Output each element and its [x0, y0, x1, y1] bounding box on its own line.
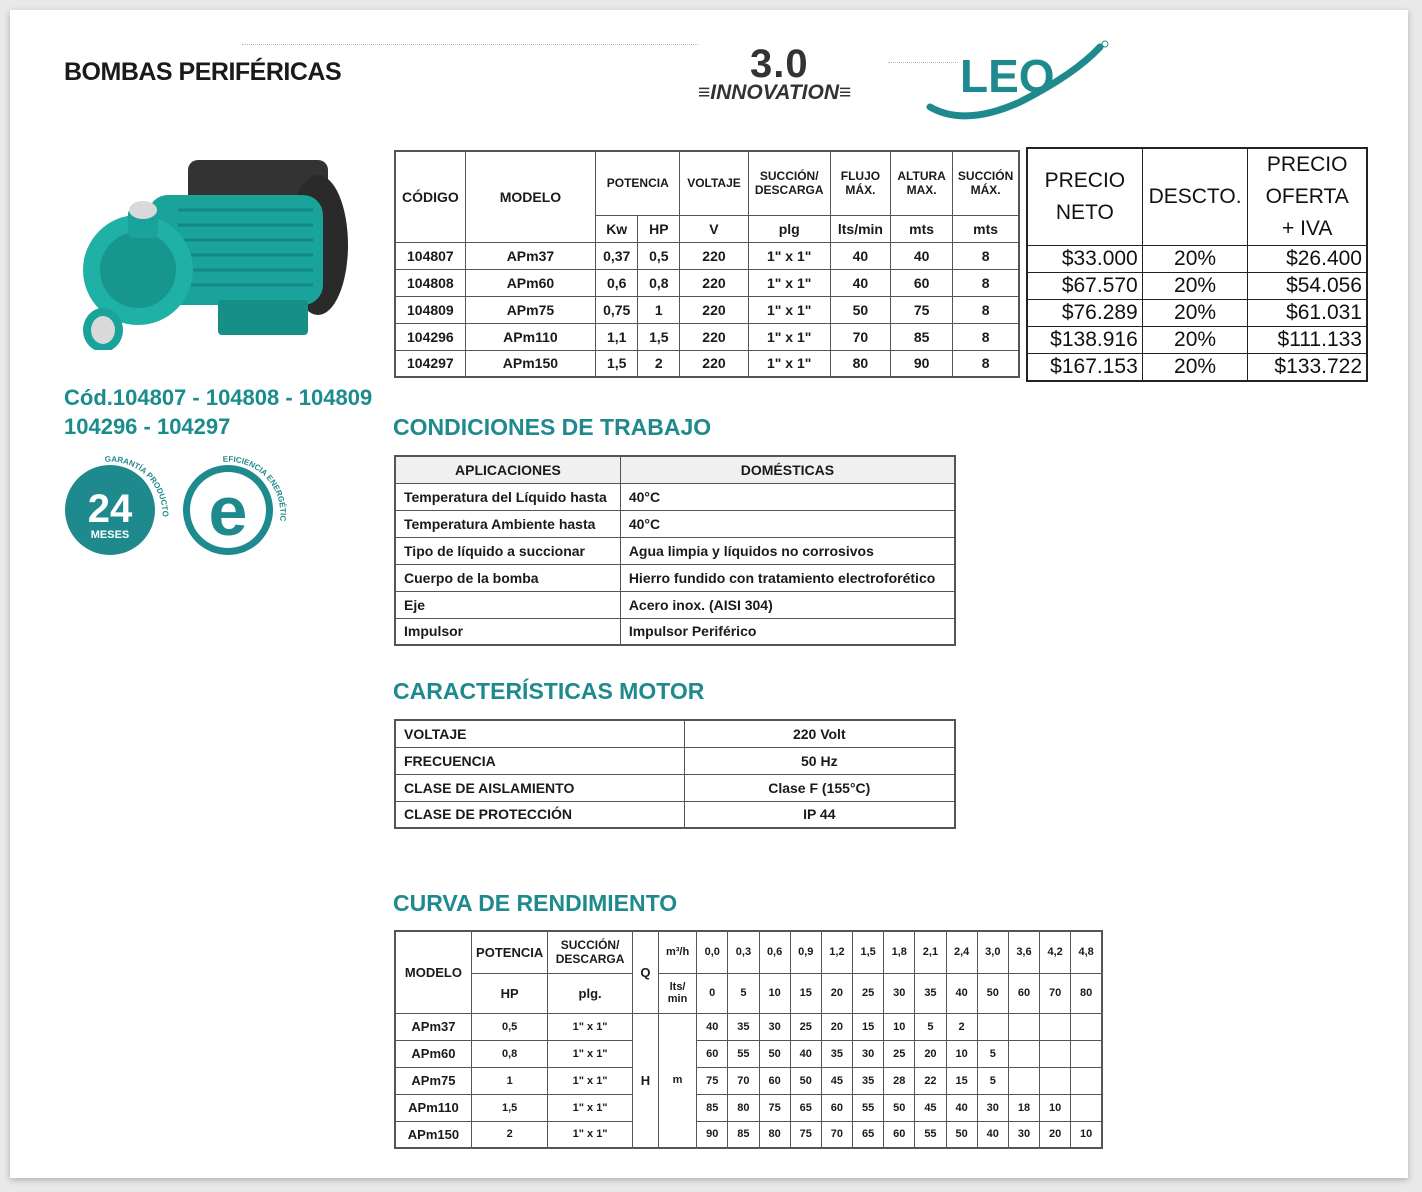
curve-value — [1008, 1013, 1039, 1040]
curve-value: 10 — [1071, 1121, 1102, 1148]
spec-cell: APm150 — [465, 350, 595, 377]
header-q: Q — [632, 931, 658, 1013]
header-modelo: MODELO — [465, 151, 595, 242]
condition-value: 40°C — [620, 510, 955, 537]
condition-label: Impulsor — [395, 618, 620, 645]
curve-value: 80 — [759, 1121, 790, 1148]
motor-label: CLASE DE PROTECCIÓN — [395, 801, 684, 828]
curve-value: 15 — [853, 1013, 884, 1040]
curve-model: APm60 — [395, 1040, 471, 1067]
curve-value: 25 — [790, 1013, 821, 1040]
curve-value: 75 — [790, 1121, 821, 1148]
header-codigo: CÓDIGO — [395, 151, 465, 242]
table-row — [395, 323, 1019, 350]
spec-cell: 85 — [891, 323, 953, 350]
spec-cell: 8 — [953, 296, 1019, 323]
table-row — [1027, 327, 1367, 354]
curve-plg: 1" x 1" — [548, 1067, 632, 1094]
spec-cell: 104297 — [395, 350, 465, 377]
price-cell: $167.153 — [1027, 354, 1142, 381]
condition-label: Temperatura Ambiente hasta — [395, 510, 620, 537]
condition-label: Eje — [395, 591, 620, 618]
price-cell: $67.570 — [1027, 273, 1142, 300]
curve-plg: 1" x 1" — [548, 1094, 632, 1121]
curve-value — [1071, 1094, 1102, 1121]
table-row — [395, 1067, 1102, 1094]
curve-value: 35 — [821, 1040, 852, 1067]
flow-m3h-cell: 1,2 — [821, 931, 852, 973]
curve-value: 50 — [759, 1040, 790, 1067]
catalog-page — [10, 10, 1408, 1178]
curve-value: 55 — [728, 1040, 759, 1067]
curve-value: 10 — [1040, 1094, 1071, 1121]
spec-cell: 8 — [953, 269, 1019, 296]
unit-cell: mts — [891, 215, 953, 242]
header-succion-descarga: SUCCIÓN/ DESCARGA — [748, 151, 830, 215]
curve-value: 35 — [728, 1013, 759, 1040]
unit-cell: plg — [748, 215, 830, 242]
curve-value — [1071, 1067, 1102, 1094]
curve-value: 50 — [884, 1094, 915, 1121]
motor-table — [394, 719, 956, 829]
table-row — [395, 483, 955, 510]
conditions-table — [394, 455, 956, 646]
curve-table — [394, 930, 1103, 1149]
motor-label: FRECUENCIA — [395, 747, 684, 774]
condition-value: Acero inox. (AISI 304) — [620, 591, 955, 618]
unit-cell: HP — [638, 215, 680, 242]
flow-lts-cell: 15 — [790, 973, 821, 1013]
header-precio-oferta: PRECIO OFERTA + IVA — [1248, 148, 1367, 246]
curve-plg: 1" x 1" — [548, 1040, 632, 1067]
price-cell: $61.031 — [1248, 300, 1367, 327]
header-precio-neto: PRECIO NETO — [1027, 148, 1142, 246]
leo-brand-logo — [925, 32, 1115, 127]
flow-lts-cell: 25 — [853, 973, 884, 1013]
table-row — [395, 350, 1019, 377]
curve-model: APm110 — [395, 1094, 471, 1121]
curve-value: 85 — [728, 1121, 759, 1148]
curve-model: APm37 — [395, 1013, 471, 1040]
spec-cell: 0,5 — [638, 242, 680, 269]
price-cell: 20% — [1142, 300, 1248, 327]
header-aplicaciones: APLICACIONES — [395, 456, 620, 483]
table-row — [1027, 300, 1367, 327]
price-cell: $138.916 — [1027, 327, 1142, 354]
motor-value: IP 44 — [684, 801, 955, 828]
spec-cell: 220 — [680, 296, 748, 323]
table-row — [1027, 246, 1367, 273]
flow-lts-cell: 60 — [1008, 973, 1039, 1013]
curve-value: 40 — [697, 1013, 728, 1040]
curve-value: 90 — [697, 1121, 728, 1148]
spec-cell: 60 — [891, 269, 953, 296]
header-lts-min: lts/ min — [658, 973, 696, 1013]
conditions-title: CONDICIONES DE TRABAJO — [393, 414, 712, 440]
curve-value: 35 — [853, 1067, 884, 1094]
curve-value: 75 — [697, 1067, 728, 1094]
curve-value: 70 — [821, 1121, 852, 1148]
table-row — [395, 269, 1019, 296]
curve-hp: 0,5 — [471, 1013, 547, 1040]
flow-m3h-cell: 4,8 — [1071, 931, 1102, 973]
header-altura: ALTURA MAX. — [891, 151, 953, 215]
spec-cell: 75 — [891, 296, 953, 323]
innovation-logo-number: 3.0 — [750, 42, 809, 86]
spec-cell: 80 — [830, 350, 890, 377]
spec-cell: 1,5 — [596, 350, 638, 377]
curve-value — [1071, 1013, 1102, 1040]
innovation-logo-word: ≡INNOVATION≡ — [698, 81, 852, 104]
curve-hp: 2 — [471, 1121, 547, 1148]
curve-hp: 1,5 — [471, 1094, 547, 1121]
curve-value: 30 — [1008, 1121, 1039, 1148]
flow-m3h-cell: 1,5 — [853, 931, 884, 973]
condition-value: 40°C — [620, 483, 955, 510]
spec-cell: 1" x 1" — [748, 323, 830, 350]
table-row — [395, 618, 955, 645]
spec-cell: APm110 — [465, 323, 595, 350]
header-descuento: DESCTO. — [1142, 148, 1248, 246]
table-row — [395, 510, 955, 537]
flow-lts-cell: 5 — [728, 973, 759, 1013]
table-row — [395, 296, 1019, 323]
price-cell: $133.722 — [1248, 354, 1367, 381]
curve-value: 80 — [728, 1094, 759, 1121]
header-plg: plg. — [548, 973, 632, 1013]
motor-label: CLASE DE AISLAMIENTO — [395, 774, 684, 801]
curve-value: 85 — [697, 1094, 728, 1121]
flow-m3h-cell: 0,3 — [728, 931, 759, 973]
curve-m-cell: m — [658, 1013, 696, 1148]
curve-value: 55 — [853, 1094, 884, 1121]
curve-value: 45 — [915, 1094, 946, 1121]
curve-value: 5 — [977, 1067, 1008, 1094]
curve-value — [1040, 1040, 1071, 1067]
spec-cell: 1,5 — [638, 323, 680, 350]
curve-value — [1071, 1040, 1102, 1067]
header-m3h: m³/h — [658, 931, 696, 973]
unit-cell: mts — [953, 215, 1019, 242]
brand-name: LEO — [960, 50, 1055, 102]
spec-cell: 1" x 1" — [748, 269, 830, 296]
price-cell: 20% — [1142, 273, 1248, 300]
spec-cell: 8 — [953, 350, 1019, 377]
flow-m3h-cell: 1,8 — [884, 931, 915, 973]
curve-value: 50 — [790, 1067, 821, 1094]
condition-label: Cuerpo de la bomba — [395, 564, 620, 591]
curve-value: 15 — [946, 1067, 977, 1094]
curve-value: 10 — [884, 1013, 915, 1040]
spec-cell: APm75 — [465, 296, 595, 323]
warranty-badge — [60, 450, 180, 565]
spec-cell: 220 — [680, 242, 748, 269]
warranty-unit: MESES — [90, 529, 130, 541]
unit-cell: Kw — [596, 215, 638, 242]
efficiency-letter: e — [208, 472, 248, 550]
unit-cell: V — [680, 215, 748, 242]
spec-cell: 1" x 1" — [748, 296, 830, 323]
curve-value: 60 — [884, 1121, 915, 1148]
header-hp: HP — [471, 973, 547, 1013]
spec-cell: 8 — [953, 323, 1019, 350]
spec-cell: 1" x 1" — [748, 242, 830, 269]
curve-hp: 0,8 — [471, 1040, 547, 1067]
table-row — [395, 774, 955, 801]
price-table — [1026, 147, 1368, 382]
curve-value — [1040, 1067, 1071, 1094]
spec-cell: 104807 — [395, 242, 465, 269]
product-codes — [64, 383, 372, 441]
motor-value: 220 Volt — [684, 720, 955, 747]
flow-lts-cell: 30 — [884, 973, 915, 1013]
price-cell: 20% — [1142, 327, 1248, 354]
spec-cell: 0,6 — [596, 269, 638, 296]
spec-cell: 104808 — [395, 269, 465, 296]
table-row — [395, 537, 955, 564]
spec-cell: 8 — [953, 242, 1019, 269]
header-domesticas: DOMÉSTICAS — [620, 456, 955, 483]
curve-value — [1008, 1067, 1039, 1094]
curve-hp: 1 — [471, 1067, 547, 1094]
spec-cell: 40 — [830, 269, 890, 296]
header-voltaje: VOLTAJE — [680, 151, 748, 215]
curve-title: CURVA DE RENDIMIENTO — [393, 890, 678, 916]
codes-line: 104296 - 104297 — [64, 414, 231, 439]
curve-value: 10 — [946, 1040, 977, 1067]
curve-value: 2 — [946, 1013, 977, 1040]
curve-value: 45 — [821, 1067, 852, 1094]
spec-cell: APm60 — [465, 269, 595, 296]
price-cell: $111.133 — [1248, 327, 1367, 354]
pump-image — [68, 150, 358, 355]
spec-cell: 104809 — [395, 296, 465, 323]
spec-cell: 1,1 — [596, 323, 638, 350]
spec-cell: 104296 — [395, 323, 465, 350]
curve-value: 75 — [759, 1094, 790, 1121]
spec-table — [394, 150, 1020, 378]
curve-value: 25 — [884, 1040, 915, 1067]
price-cell: 20% — [1142, 354, 1248, 381]
curve-value — [1008, 1040, 1039, 1067]
curve-plg: 1" x 1" — [548, 1013, 632, 1040]
spec-cell: 70 — [830, 323, 890, 350]
warranty-number: 24 — [87, 487, 133, 531]
table-row — [395, 1013, 1102, 1040]
curve-value: 30 — [977, 1094, 1008, 1121]
warranty-arc-text: GARANTÍA PRODUCTO — [104, 454, 170, 517]
flow-lts-cell: 70 — [1040, 973, 1071, 1013]
codes-line: Cód.104807 - 104808 - 104809 — [64, 385, 373, 410]
curve-value: 40 — [790, 1040, 821, 1067]
spec-cell: 0,75 — [596, 296, 638, 323]
curve-value: 28 — [884, 1067, 915, 1094]
curve-value: 5 — [977, 1040, 1008, 1067]
page-title: BOMBAS PERIFÉRICAS — [64, 58, 342, 86]
efficiency-arc-text: EFICIENCIA ENERGÉTIC — [222, 454, 288, 522]
curve-value: 20 — [915, 1040, 946, 1067]
price-cell: $76.289 — [1027, 300, 1142, 327]
curve-value: 5 — [915, 1013, 946, 1040]
spec-cell: 0,37 — [596, 242, 638, 269]
curve-value: 20 — [1040, 1121, 1071, 1148]
curve-value: 40 — [946, 1094, 977, 1121]
flow-lts-cell: 0 — [697, 973, 728, 1013]
curve-value: 20 — [821, 1013, 852, 1040]
flow-lts-cell: 80 — [1071, 973, 1102, 1013]
table-row — [395, 747, 955, 774]
flow-lts-cell: 20 — [821, 973, 852, 1013]
spec-cell: 40 — [891, 242, 953, 269]
efficiency-badge — [178, 450, 298, 565]
curve-value: 18 — [1008, 1094, 1039, 1121]
curve-value: 65 — [790, 1094, 821, 1121]
spec-cell: 90 — [891, 350, 953, 377]
dotted-divider — [242, 44, 698, 45]
header-succion: SUCCIÓN/ DESCARGA — [548, 931, 632, 973]
condition-label: Tipo de líquido a succionar — [395, 537, 620, 564]
flow-lts-cell: 40 — [946, 973, 977, 1013]
curve-value: 30 — [759, 1013, 790, 1040]
header-flujo: FLUJO MÁX. — [830, 151, 890, 215]
curve-value: 40 — [977, 1121, 1008, 1148]
flow-m3h-cell: 2,1 — [915, 931, 946, 973]
unit-cell: lts/min — [830, 215, 890, 242]
curve-value — [977, 1013, 1008, 1040]
flow-m3h-cell: 0,9 — [790, 931, 821, 973]
curve-value: 22 — [915, 1067, 946, 1094]
spec-cell: 220 — [680, 269, 748, 296]
spec-cell: 220 — [680, 323, 748, 350]
curve-h-cell: H — [632, 1013, 658, 1148]
spec-cell: 40 — [830, 242, 890, 269]
spec-cell: 2 — [638, 350, 680, 377]
price-cell: 20% — [1142, 246, 1248, 273]
price-cell: $54.056 — [1248, 273, 1367, 300]
table-row — [395, 1094, 1102, 1121]
curve-plg: 1" x 1" — [548, 1121, 632, 1148]
table-row — [395, 801, 955, 828]
curve-model: APm75 — [395, 1067, 471, 1094]
spec-cell: 0,8 — [638, 269, 680, 296]
table-row — [395, 242, 1019, 269]
header-succion-max: SUCCIÓN MÁX. — [953, 151, 1019, 215]
spec-cell: 1 — [638, 296, 680, 323]
table-row — [1027, 273, 1367, 300]
flow-m3h-cell: 3,6 — [1008, 931, 1039, 973]
table-row — [1027, 354, 1367, 381]
condition-label: Temperatura del Líquido hasta — [395, 483, 620, 510]
flow-lts-cell: 50 — [977, 973, 1008, 1013]
curve-value: 60 — [759, 1067, 790, 1094]
table-row — [395, 564, 955, 591]
flow-m3h-cell: 3,0 — [977, 931, 1008, 973]
curve-value: 60 — [821, 1094, 852, 1121]
price-cell: $26.400 — [1248, 246, 1367, 273]
flow-m3h-cell: 0,6 — [759, 931, 790, 973]
motor-title: CARACTERÍSTICAS MOTOR — [393, 678, 705, 704]
flow-lts-cell: 35 — [915, 973, 946, 1013]
header-potencia: POTENCIA — [596, 151, 680, 215]
spec-cell: APm37 — [465, 242, 595, 269]
table-row — [395, 591, 955, 618]
flow-m3h-cell: 4,2 — [1040, 931, 1071, 973]
spec-cell: 1" x 1" — [748, 350, 830, 377]
table-row — [395, 1040, 1102, 1067]
spec-cell: 50 — [830, 296, 890, 323]
spec-cell: 220 — [680, 350, 748, 377]
header-modelo: MODELO — [395, 931, 471, 1013]
flow-m3h-cell: 2,4 — [946, 931, 977, 973]
table-row — [395, 1121, 1102, 1148]
condition-value: Hierro fundido con tratamiento electroforético — [620, 564, 955, 591]
curve-value: 70 — [728, 1067, 759, 1094]
curve-value: 60 — [697, 1040, 728, 1067]
curve-model: APm150 — [395, 1121, 471, 1148]
price-cell: $33.000 — [1027, 246, 1142, 273]
flow-m3h-cell: 0,0 — [697, 931, 728, 973]
curve-value: 65 — [853, 1121, 884, 1148]
motor-value: Clase F (155°C) — [684, 774, 955, 801]
curve-value: 55 — [915, 1121, 946, 1148]
curve-value: 50 — [946, 1121, 977, 1148]
motor-value: 50 Hz — [684, 747, 955, 774]
table-row — [395, 720, 955, 747]
header-potencia: POTENCIA — [471, 931, 547, 973]
motor-label: VOLTAJE — [395, 720, 684, 747]
condition-value: Agua limpia y líquidos no corrosivos — [620, 537, 955, 564]
curve-value — [1040, 1013, 1071, 1040]
curve-value: 30 — [853, 1040, 884, 1067]
condition-value: Impulsor Periférico — [620, 618, 955, 645]
flow-lts-cell: 10 — [759, 973, 790, 1013]
